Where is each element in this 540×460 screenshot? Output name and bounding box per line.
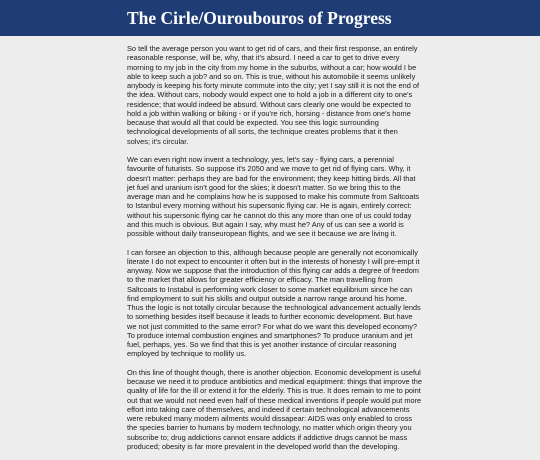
article-paragraph-3: I can forsee an objection to this, although because people are generally not economically literate I do not expect to encounter it often but in the interests of honesty I will pre-empt it anyway. Now we suppose that the introduction of this flying car adds a degree of freedom to the market that allows for greater efficiency or efficacy. The man travelling from Saltcoats to Instabul is performing work closer to some market equilibrium since he can find employment to suit his skills and output outside a narrow range around his home. Thus the logic is not totally circular because the technological advancement actually lends to something besides itself because it leads to further economic development. But have we not just committed to the same error? For what do we want this developed economy? To produce internal combustion engines and smartphones? To produce uranium and jet fuel, perhaps, yes. So we find that this is yet another instance of circular reasoning employed by technique to mollify us.	[127, 247, 421, 359]
article-paragraph-2: We can even right now invent a technology, yes, let's say - flying cars, a perennial favourite of futurists. So suppose it's 2050 and we move to get rid of flying cars. Why, it doesn't matter: perhaps they are bad for the environment; they keep hitting birds. All that jet fuel and uranium isn't good for the skies; it doesn't matter. So we bring this to the average man and he complains how he is supposed to make his commute from Saltcoats to Istanbul every morning without his supersonic flying car. He is again, entirely correct: without his supersonic flying car he cannot do this any more than one of us could today and this much is obvious. But again I say, why must he? Any of us can see a world is possible without daily transeuropean flights, and we see it because we are living it.	[127, 155, 420, 238]
page-title: The Cirle/Ouroubouros of Progress	[127, 8, 392, 28]
site-header	[0, 0, 540, 36]
article-paragraph-4: On this line of thought though, there is another objection. Economic development is useful because we need it to produce antibiotics and medical equiptment: things that improve the quality of life for the ill or extend it for the elderly. This is true. It does remain to me to point out that we would not need even half of these medical inventions if people would put more effort into taking care of themselves, and indeed if certain technological advancements were rebuked many modern ailments would dissapear: AIDS was only enabled to cross the species barrier to humans by modern technology, no matter which origin theory you subscribe to; drug addictions cannot ensare addicts if addictive drugs cannot be mass produced; obesity is far more prevalent in the developed world than the developing.	[127, 367, 422, 451]
article-paragraph-1: So tell the average person you want to get rid of cars, and their first response, an entirely reasonable response, will be, why, that it's absurd. I need a car to get to drive every morning to my job in the city from my home in the suburbs, without a car; how would I be able to keep such a job? and so on. This is true, without his automobile it seems unlikely anybody is keeping his forty minute commute into the city; yet I say still it is not the end of the idea. Without cars, nobody would expect one to hold a job in a different city to one's residence; that would indeed be absurd. Without cars clearly one would be expected to hold a job within walking or biking - or if you're rich, horsing - distance from one's home because that would all that could be expected. You see this logic surrounding technological developments of all sorts, the technique creates problems that it then solves; it's circular.	[127, 44, 420, 146]
article-body	[127, 44, 535, 460]
